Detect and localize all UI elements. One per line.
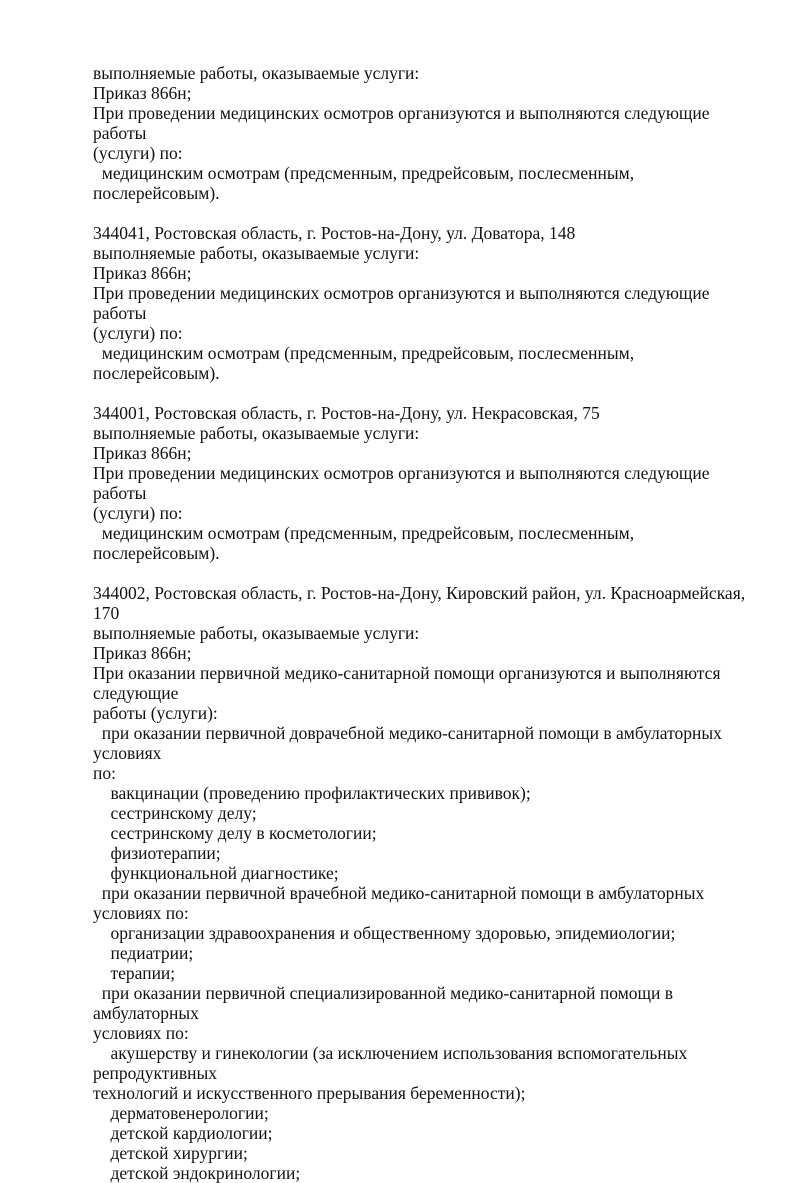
document-line: при оказании первичной врачебной медико-санитарной помощи в амбулаторных условиях по: [93,883,709,923]
document-line: выполняемые работы, оказываемые услуги: [93,243,420,263]
document-line: дерматовенерологии; [93,1103,269,1123]
document-line: выполняемые работы, оказываемые услуги: [93,423,420,443]
document-line: медицинским осмотрам (предсменным, предрейсовым, послесменным, послерейсовым). [93,343,639,383]
document-line: При проведении медицинских осмотров организуются и выполняются следующие работы [93,463,714,503]
document-line: сестринскому делу; [93,803,257,823]
document-line: (услуги) по: [93,143,183,163]
document-line: 344001, Ростовская область, г. Ростов-на-Дону, ул. Некрасовская, 75 [93,403,600,423]
document-line: терапии; [93,963,176,983]
document-line: При проведении медицинских осмотров организуются и выполняются следующие работы [93,283,714,323]
document-line: технологий и искусственного прерывания беременности); [93,1083,526,1103]
document-line: акушерству и гинекологии (за исключением использования вспомогательных репродуктивных [93,1043,692,1083]
document-line: Приказ 866н; [93,443,192,463]
document-line: условиях по: [93,1023,189,1043]
document-line: функциональной диагностике; [93,863,339,883]
document-line: Приказ 866н; [93,643,192,663]
document-line: Приказ 866н; [93,263,192,283]
document-line: 344002, Ростовская область, г. Ростов-на-Дону, Кировский район, ул. Красноармейская, 170 [93,583,750,623]
document-line: вакцинации (проведению профилактических прививок); [93,783,531,803]
document-line: педиатрии; [93,943,194,963]
document-line: 344041, Ростовская область, г. Ростов-на-Дону, ул. Доватора, 148 [93,223,576,243]
document-line: работы (услуги): [93,703,218,723]
document-line: сестринскому делу в косметологии; [93,823,377,843]
license-site-block [93,583,754,1183]
license-site-block [93,223,754,383]
document-line: при оказании первичной доврачебной медико-санитарной помощи в амбулаторных условиях [93,723,727,763]
document-line: При проведении медицинских осмотров организуются и выполняются следующие работы [93,103,714,143]
document-line: (услуги) по: [93,503,183,523]
document-line: выполняемые работы, оказываемые услуги: [93,623,420,643]
license-site-block [93,63,754,203]
document-line: организации здравоохранения и общественному здоровью, эпидемиологии; [93,923,676,943]
document-line: Приказ 866н; [93,83,192,103]
document-line: При оказании первичной медико-санитарной помощи организуются и выполняются следующие [93,663,725,703]
document-line: (услуги) по: [93,323,183,343]
document-line: при оказании первичной специализированной медико-санитарной помощи в амбулаторных [93,983,678,1023]
document-line: медицинским осмотрам (предсменным, предрейсовым, послесменным, послерейсовым). [93,523,639,563]
document-line: физиотерапии; [93,843,221,863]
document-line: медицинским осмотрам (предсменным, предрейсовым, послесменным, послерейсовым). [93,163,639,203]
document-line: выполняемые работы, оказываемые услуги: [93,63,420,83]
document-line: по: [93,763,116,783]
document-line: детской эндокринологии; [93,1163,301,1183]
license-site-block [93,403,754,563]
document-line: детской кардиологии; [93,1123,273,1143]
document-line: детской хирургии; [93,1143,248,1163]
license-works-section [93,63,754,1183]
